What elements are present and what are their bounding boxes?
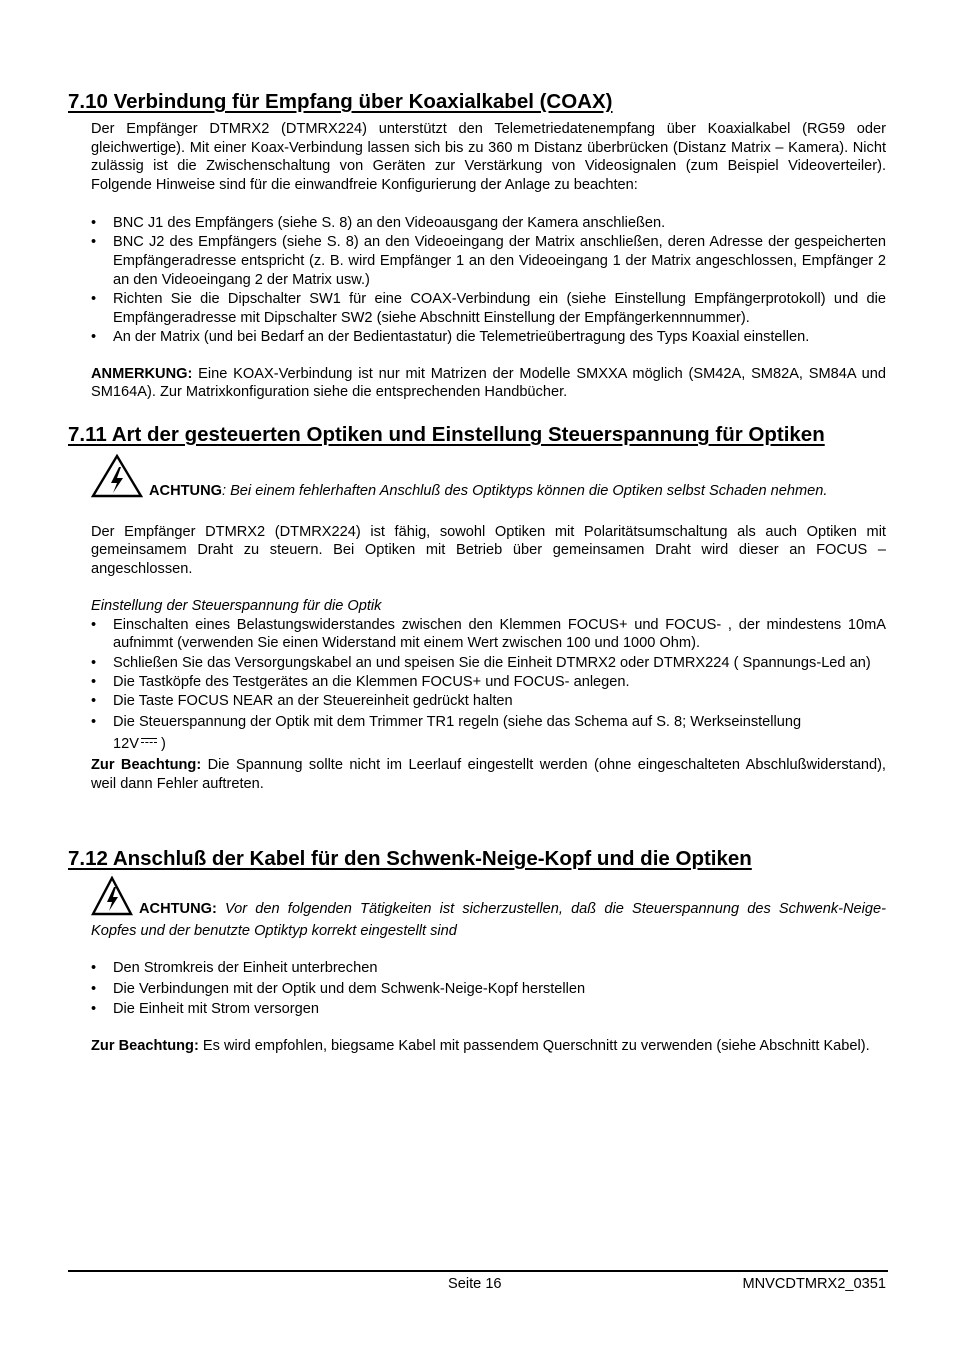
list-item: • BNC J2 des Empfängers (siehe S. 8) an den Videoeingang der Matrix anschließen, deren Adresse der gespeicherten Empfängeradresse entspricht (z. B. wird Empfänger 1 an den Videoeingang 1 der Matrix angeschlossen, Empfänger 2 an den Videoeingang 2 der Matrix usw.) bbox=[91, 233, 886, 289]
list-item: • Schließen Sie das Versorgungskabel an und speisen Sie die Einheit DTMRX2 oder DTMRX224 ( Spannungs-Led an) bbox=[91, 654, 886, 673]
list-7-12 bbox=[91, 959, 886, 1018]
list-item: • Die Einheit mit Strom versorgen bbox=[91, 1000, 886, 1019]
list-7-10 bbox=[91, 214, 886, 347]
note-7-10 bbox=[91, 365, 886, 402]
note-7-12 bbox=[91, 1037, 886, 1056]
note-7-11 bbox=[91, 756, 886, 793]
list-item-end: ) bbox=[156, 736, 166, 753]
list-item: • An der Matrix (und bei Bedarf an der Bedientastatur) die Telemetrieübertragung des Typs Koaxial einstellen. bbox=[91, 328, 886, 347]
list-item bbox=[91, 711, 886, 755]
warning-triangle-icon bbox=[91, 454, 143, 504]
warning-label: ACHTUNG: bbox=[139, 901, 217, 917]
note-text: Die Spannung sollte nicht im Leerlauf eingestellt werden (ohne eingeschalteten Abschlußwiderstand), weil dann Fehler auftreten. bbox=[91, 757, 886, 792]
list-item: • BNC J1 des Empfängers (siehe S. 8) an den Videoausgang der Kamera anschließen. bbox=[91, 214, 886, 233]
section-7-12-body bbox=[91, 876, 886, 1055]
warning-text: Vor den folgenden Tätigkeiten ist sicherzustellen, daß die Steuerspannung des Schwenk-Neige-Kopfes und der benutzte Optiktyp korrekt eingestellt sind bbox=[91, 901, 886, 939]
section-7-10-body bbox=[91, 120, 886, 402]
list-item: • Die Taste FOCUS NEAR an der Steuereinheit gedrückt halten bbox=[91, 692, 886, 711]
warning-7-11 bbox=[91, 454, 886, 504]
warning-triangle-icon bbox=[91, 876, 133, 922]
footer-divider bbox=[68, 1270, 888, 1272]
note-label: Zur Beachtung: bbox=[91, 757, 202, 773]
note-label: Zur Beachtung: bbox=[91, 1037, 199, 1054]
list-7-11 bbox=[91, 616, 886, 756]
heading-7-10: 7.10 Verbindung für Empfang über Koaxialkabel (COAX) bbox=[68, 90, 613, 113]
section-7-11-body bbox=[91, 454, 886, 793]
warning-text: : Bei einem fehlerhaften Anschluß des Optiktyps können die Optiken selbst Schaden nehmen. bbox=[221, 483, 828, 499]
dc-symbol-icon bbox=[141, 735, 157, 747]
list-item: • Einschalten eines Belastungswiderstandes zwischen den Klemmen FOCUS+ und FOCUS- , der mindestens 10mA aufnimmt (verwenden Sie einen Widerstand mit einem Wert zwischen 100 und 1000 Ohm). bbox=[91, 616, 886, 653]
note-label: ANMERKUNG: bbox=[91, 365, 193, 382]
footer-document-code: MNVCDTMRX2_0351 bbox=[742, 1276, 886, 1292]
subheading-7-11 bbox=[91, 597, 886, 616]
paragraph-7-11-intro: Der Empfänger DTMRX2 (DTMRX224) ist fähig, sowohl Optiken mit Polaritätsumschaltung als auch Optiken mit gemeinsamem Draht zu steuern. Bei Optiken mit Betrieb über gemeinsamen Draht wird dieser an FOCUS – angeschlossen. bbox=[91, 523, 886, 578]
heading-7-11: 7.11 Art der gesteuerten Optiken und Einstellung Steuerspannung für Optiken bbox=[68, 423, 825, 446]
voltage-value: 12V bbox=[113, 736, 139, 753]
note-text: Es wird empfohlen, biegsame Kabel mit passendem Querschnitt zu verwenden (siehe Abschnitt Kabel). bbox=[198, 1037, 870, 1054]
list-item-text: Die Steuerspannung der Optik mit dem Trimmer TR1 regeln (siehe das Schema auf S. 8; Werkseinstellung bbox=[113, 714, 802, 731]
list-item: • Die Tastköpfe des Testgerätes an die Klemmen FOCUS+ und FOCUS- anlegen. bbox=[91, 673, 886, 692]
list-item: • Die Verbindungen mit der Optik und dem Schwenk-Neige-Kopf herstellen bbox=[91, 980, 886, 999]
warning-label: ACHTUNG bbox=[149, 483, 222, 499]
warning-7-12 bbox=[91, 876, 886, 940]
list-item: • Richten Sie die Dipschalter SW1 für eine COAX-Verbindung ein (siehe Einstellung Empfängerprotokoll) und die Empfängeradresse mit Dipschalter SW2 (siehe Abschnitt Einstellung der Empfängerkennnummer). bbox=[91, 290, 886, 327]
heading-7-12: 7.12 Anschluß der Kabel für den Schwenk-Neige-Kopf und die Optiken bbox=[68, 847, 752, 870]
note-text: Eine KOAX-Verbindung ist nur mit Matrizen der Modelle SMXXA möglich (SM42A, SM82A, SM84A und SM164A). Zur Matrixkonfiguration siehe die entsprechenden Handbücher. bbox=[91, 365, 886, 401]
footer-page-number: Seite 16 bbox=[448, 1276, 502, 1292]
paragraph-7-10-intro: Der Empfänger DTMRX2 (DTMRX224) unterstützt den Telemetriedatenempfang über Koaxialkabel (RG59 oder gleichwertige). Mit einer Koax-Verbindung lassen sich bis zu 360 m Distanz überbrücken (Distanz Matrix – Kamera). Nicht zulässig ist die Zwischenschaltung von Geräten zur Verstärkung von Videosignalen (zum Beispiel Videoverteiler). Folgende Hinweise sind für die einwandfreie Konfigurierung der Anlage zu beachten: bbox=[91, 121, 886, 194]
subheading-text: Einstellung der Steuerspannung für die Optik bbox=[91, 597, 382, 614]
list-item: • Den Stromkreis der Einheit unterbrechen bbox=[91, 959, 886, 978]
